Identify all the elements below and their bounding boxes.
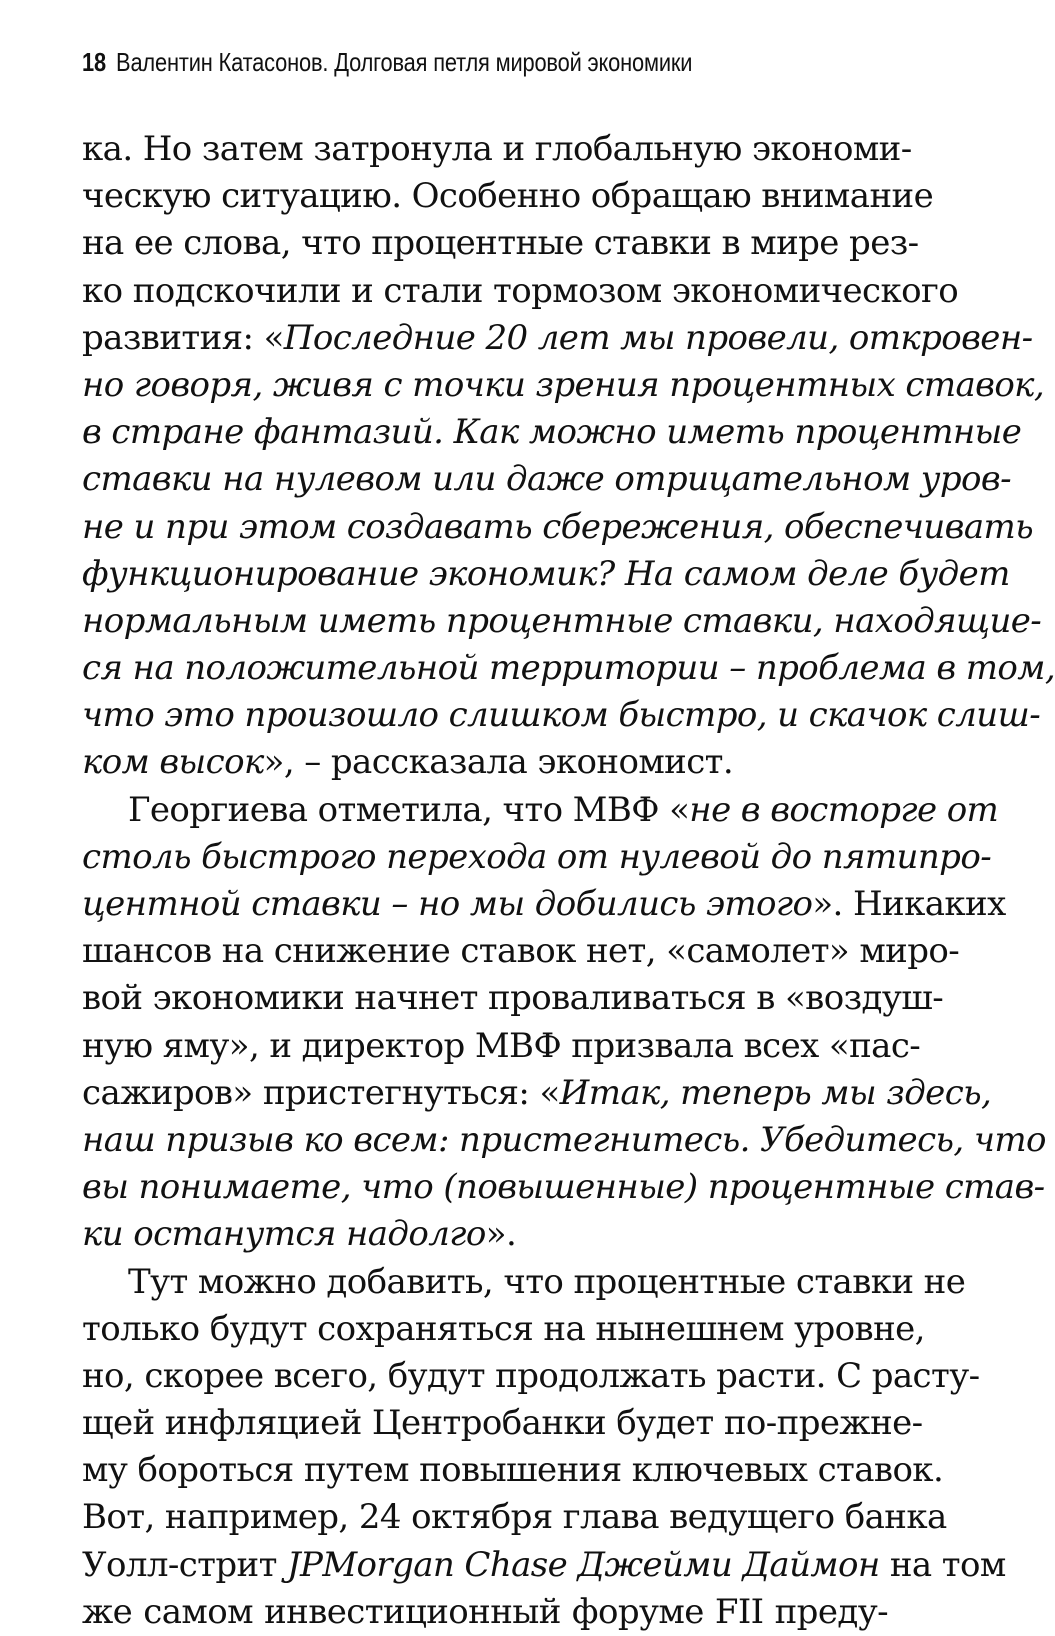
text-segment: развития: «	[82, 317, 284, 358]
quote-segment: JPMorgan Chase Джейми Даймон	[287, 1544, 880, 1585]
text-line: шансов на снижение ставок нет, «самолет» миро-	[82, 931, 960, 972]
quote-line: вы понимаете, что (повышенные) процентные став-	[82, 1167, 1045, 1208]
book-title: Валентин Катасонов. Долговая петля мировой экономики	[116, 47, 693, 77]
text-segment: сажиров» пристегнуться: «	[82, 1072, 560, 1113]
quote-line: в стране фантазий. Как можно иметь процентные	[82, 412, 1022, 453]
text-line: щей инфляцией Центробанки будет по-прежне-	[82, 1403, 923, 1444]
quote-segment: не в восторге от	[689, 789, 999, 830]
text-line: на ее слова, что процентные ставки в мире рез-	[82, 223, 919, 264]
quote-line: ставки на нулевом или даже отрицательном уров-	[82, 459, 1011, 500]
text-line	[82, 315, 1033, 362]
text-segment: ».	[485, 1214, 517, 1255]
text-line	[82, 1070, 992, 1117]
running-head	[82, 40, 754, 84]
body-text	[82, 126, 1055, 1636]
quote-line: но говоря, живя с точки зрения процентных ставок,	[82, 364, 1045, 405]
text-line: му бороться путем повышения ключевых ставок.	[82, 1450, 944, 1491]
text-line: ка. Но затем затронула и глобальную экономи-	[82, 129, 912, 169]
text-segment: », – рассказала экономист.	[263, 742, 734, 783]
quote-segment: ком высок	[82, 742, 264, 783]
quote-line: наш призыв ко всем: пристегнитесь. Убедитесь, что	[82, 1119, 1046, 1160]
quote-segment: Итак, теперь мы здесь,	[559, 1072, 992, 1113]
text-segment: Уолл-стрит	[82, 1544, 288, 1585]
quote-line: функционирование экономик? На самом деле будет	[82, 553, 1010, 594]
text-line: вой экономики начнет проваливаться в «воздуш-	[82, 978, 944, 1019]
text-line: ную яму», и директор МВФ призвала всех «пас-	[82, 1025, 921, 1066]
text-line: ческую ситуацию. Особенно обращаю внимание	[82, 176, 934, 217]
text-line	[82, 787, 999, 834]
text-line: же самом инвестиционный форуме FII преду-	[82, 1591, 888, 1632]
quote-segment: ки останутся надолго	[82, 1214, 486, 1255]
text-segment: ». Никаких	[812, 884, 1006, 924]
quote-segment: Последние 20 лет мы провели, откровен-	[283, 317, 1033, 358]
quote-line: ся на положительной территории – проблема в том,	[82, 648, 1055, 689]
quote-segment: центной ставки – но мы добились этого	[82, 884, 813, 924]
text-line: но, скорее всего, будут продолжать расти. С расту-	[82, 1355, 980, 1396]
text-line	[82, 1542, 1006, 1589]
text-line: только будут сохраняться на нынешнем уровне,	[82, 1308, 925, 1349]
quote-line: не и при этом создавать сбережения, обеспечивать	[82, 506, 1034, 547]
text-segment: Георгиева отметила, что МВФ «	[128, 789, 690, 830]
quote-line: столь быстрого перехода от нулевой до пятипро-	[82, 836, 992, 877]
text-segment: на том	[879, 1544, 1006, 1585]
page-number: 18	[82, 47, 106, 77]
text-line	[82, 1211, 888, 1258]
text-line	[82, 739, 888, 786]
text-line: ко подскочили и стали тормозом экономического	[82, 270, 959, 311]
text-line	[82, 881, 1006, 928]
quote-line: нормальным иметь процентные ставки, находящие-	[82, 600, 1042, 641]
text-line: Вот, например, 24 октября глава ведущего банка	[82, 1497, 947, 1538]
text-line: Тут можно добавить, что процентные ставки не	[128, 1261, 966, 1302]
quote-line: что это произошло слишком быстро, и скачок слиш-	[82, 695, 1041, 736]
